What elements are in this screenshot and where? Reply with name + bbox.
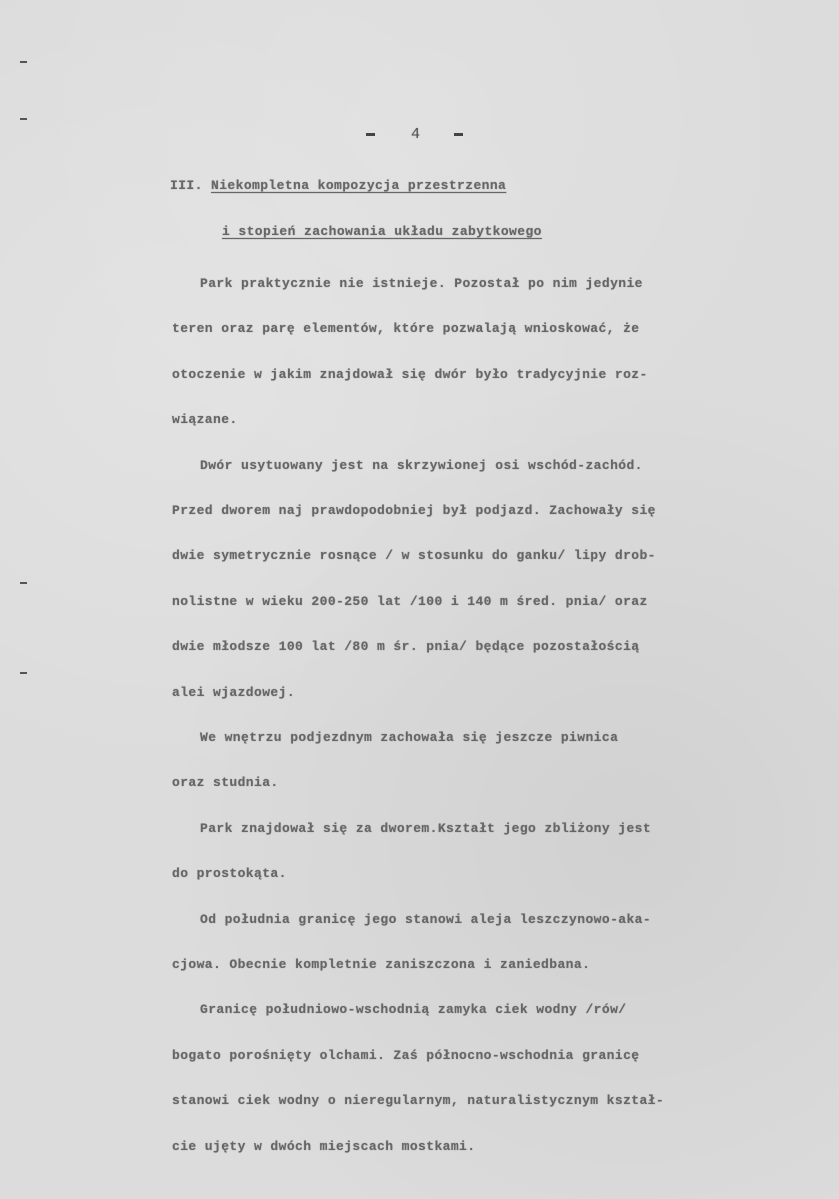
- text-line: cie ujęty w dwóch miejscach mostkami.: [172, 1139, 476, 1154]
- text-line: Od południa granicę jego stanowi aleja leszczynowo-aka-: [200, 912, 652, 927]
- margin-mark: [20, 582, 27, 584]
- text-line: dwie symetrycznie rosnące / w stosunku do ganku/ lipy drob-: [172, 548, 656, 563]
- text-line: wiązane.: [172, 412, 238, 427]
- section-title-part-1: Niekompletna kompozycja przestrzenna: [211, 178, 507, 193]
- text-line: bogato porośnięty olchami. Zaś północno-wschodnia granicę: [172, 1048, 640, 1063]
- text-line: dwie młodsze 100 lat /80 m śr. pnia/ będące pozostałością: [172, 639, 640, 654]
- section-number: III.: [170, 178, 203, 193]
- text-line: do prostokąta.: [172, 866, 287, 881]
- margin-mark: [20, 672, 27, 674]
- margin-mark: [20, 61, 27, 63]
- text-line: oraz studnia.: [172, 775, 279, 790]
- text-line: We wnętrzu podjezdnym zachowała się jeszcze piwnica: [200, 730, 619, 745]
- text-line: alei wjazdowej.: [172, 685, 296, 700]
- section-heading-line-2: i stopień zachowania układu zabytkowego: [222, 224, 542, 239]
- section-heading-line-1: [170, 178, 506, 193]
- text-line: Dwór usytuowany jest na skrzywionej osi wschód-zachód.: [200, 458, 643, 473]
- text-line: nolistne w wieku 200-250 lat /100 i 140 m śred. pnia/ oraz: [172, 594, 648, 609]
- text-line: cjowa. Obecnie kompletnie zaniszczona i zaniedbana.: [172, 957, 591, 972]
- text-line: Przed dworem naj prawdopodobniej był podjazd. Zachowały się: [172, 503, 656, 518]
- margin-mark: [20, 118, 27, 120]
- text-line: Park znajdował się za dworem.Kształt jego zbliżony jest: [200, 821, 652, 836]
- text-line: Park praktycznie nie istnieje. Pozostał po nim jedynie: [200, 276, 643, 291]
- text-line: stanowi ciek wodny o nieregularnym, naturalistycznym kształ-: [172, 1093, 665, 1108]
- text-line: otoczenie w jakim znajdował się dwór było tradycyjnie roz-: [172, 367, 648, 382]
- page-number: 4: [366, 126, 466, 143]
- text-line: teren oraz parę elementów, które pozwalają wnioskować, że: [172, 321, 640, 336]
- text-line: Granicę południowo-wschodnią zamyka ciek wodny /rów/: [200, 1002, 627, 1017]
